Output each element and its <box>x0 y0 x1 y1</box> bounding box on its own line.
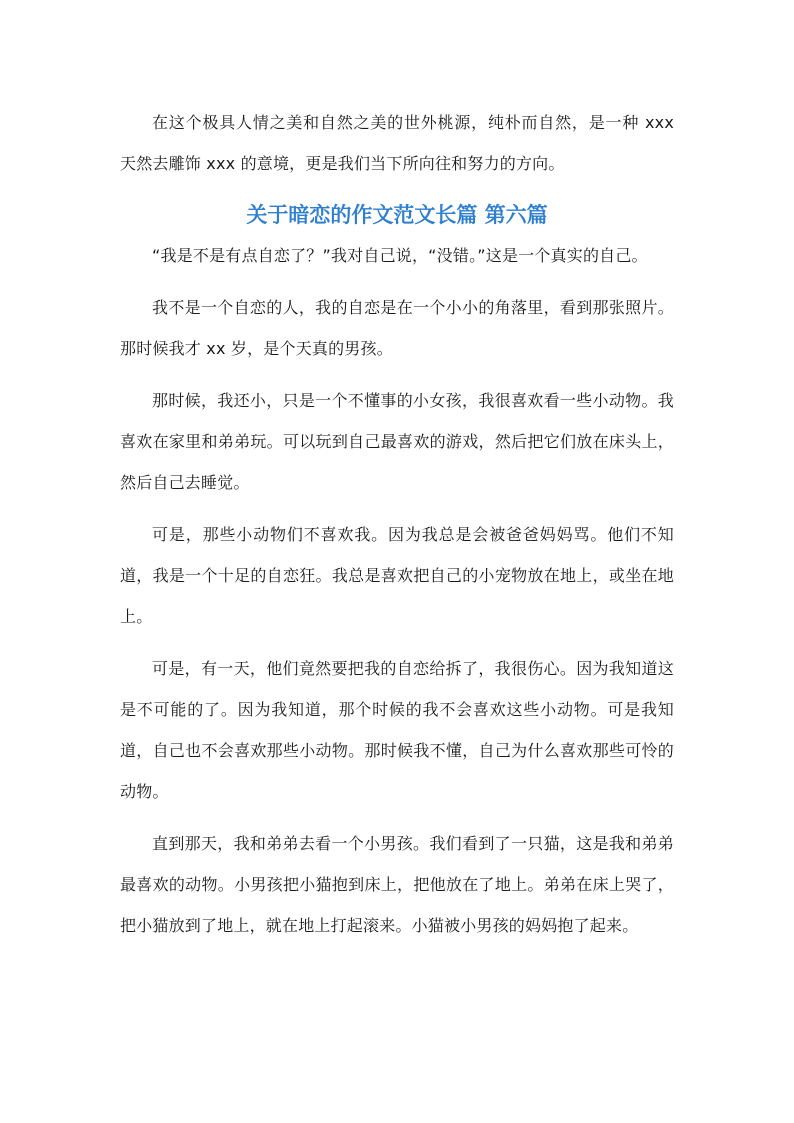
paragraph-6: 直到那天，我和弟弟去看一个小男孩。我们看到了一只猫，这是我和弟弟最喜欢的动物。小男孩把小猫抱到床上，把他放在了地上。弟弟在床上哭了，把小猫放到了地上，就在地上打起滚来。小猫被小男孩的妈妈抱了起来。 <box>120 834 674 935</box>
paragraph-4: 可是，那些小动物们不喜欢我。因为我总是会被爸爸妈妈骂。他们不知道，我是一个十足的自恋狂。我总是喜欢把自己的小宠物放在地上，或坐在地上。 <box>120 525 674 626</box>
paragraph-1: “我是不是有点自恋了？”我对自己说，“没错。”这是一个真实的自己。 <box>152 246 648 265</box>
section-title: 关于暗恋的作文范文长篇 第六篇 <box>246 203 548 227</box>
paragraph-5: 可是，有一天，他们竟然要把我的自恋给拆了，我很伤心。因为我知道这是不可能的了。因为我知道，那个时候的我不会喜欢这些小动物。可是我知道，自己也不会喜欢那些小动物。那时候我不懂，自己为什么喜欢那些可怜的动物。 <box>120 659 674 801</box>
intro-paragraph: 在这个极具人情之美和自然之美的世外桃源，纯朴而自然，是一种 xxx 天然去雕饰 xxx 的意境，更是我们当下所向往和努力的方向。 <box>120 113 674 173</box>
paragraph-2: 我不是一个自恋的人，我的自恋是在一个小小的角落里，看到那张照片。那时候我才 xx 岁，是个天真的男孩。 <box>120 298 674 358</box>
paragraph-3: 那时候，我还小，只是一个不懂事的小女孩，我很喜欢看一些小动物。我喜欢在家里和弟弟玩。可以玩到自己最喜欢的游戏，然后把它们放在床头上，然后自己去睡觉。 <box>120 391 674 492</box>
document-body <box>120 102 674 957</box>
